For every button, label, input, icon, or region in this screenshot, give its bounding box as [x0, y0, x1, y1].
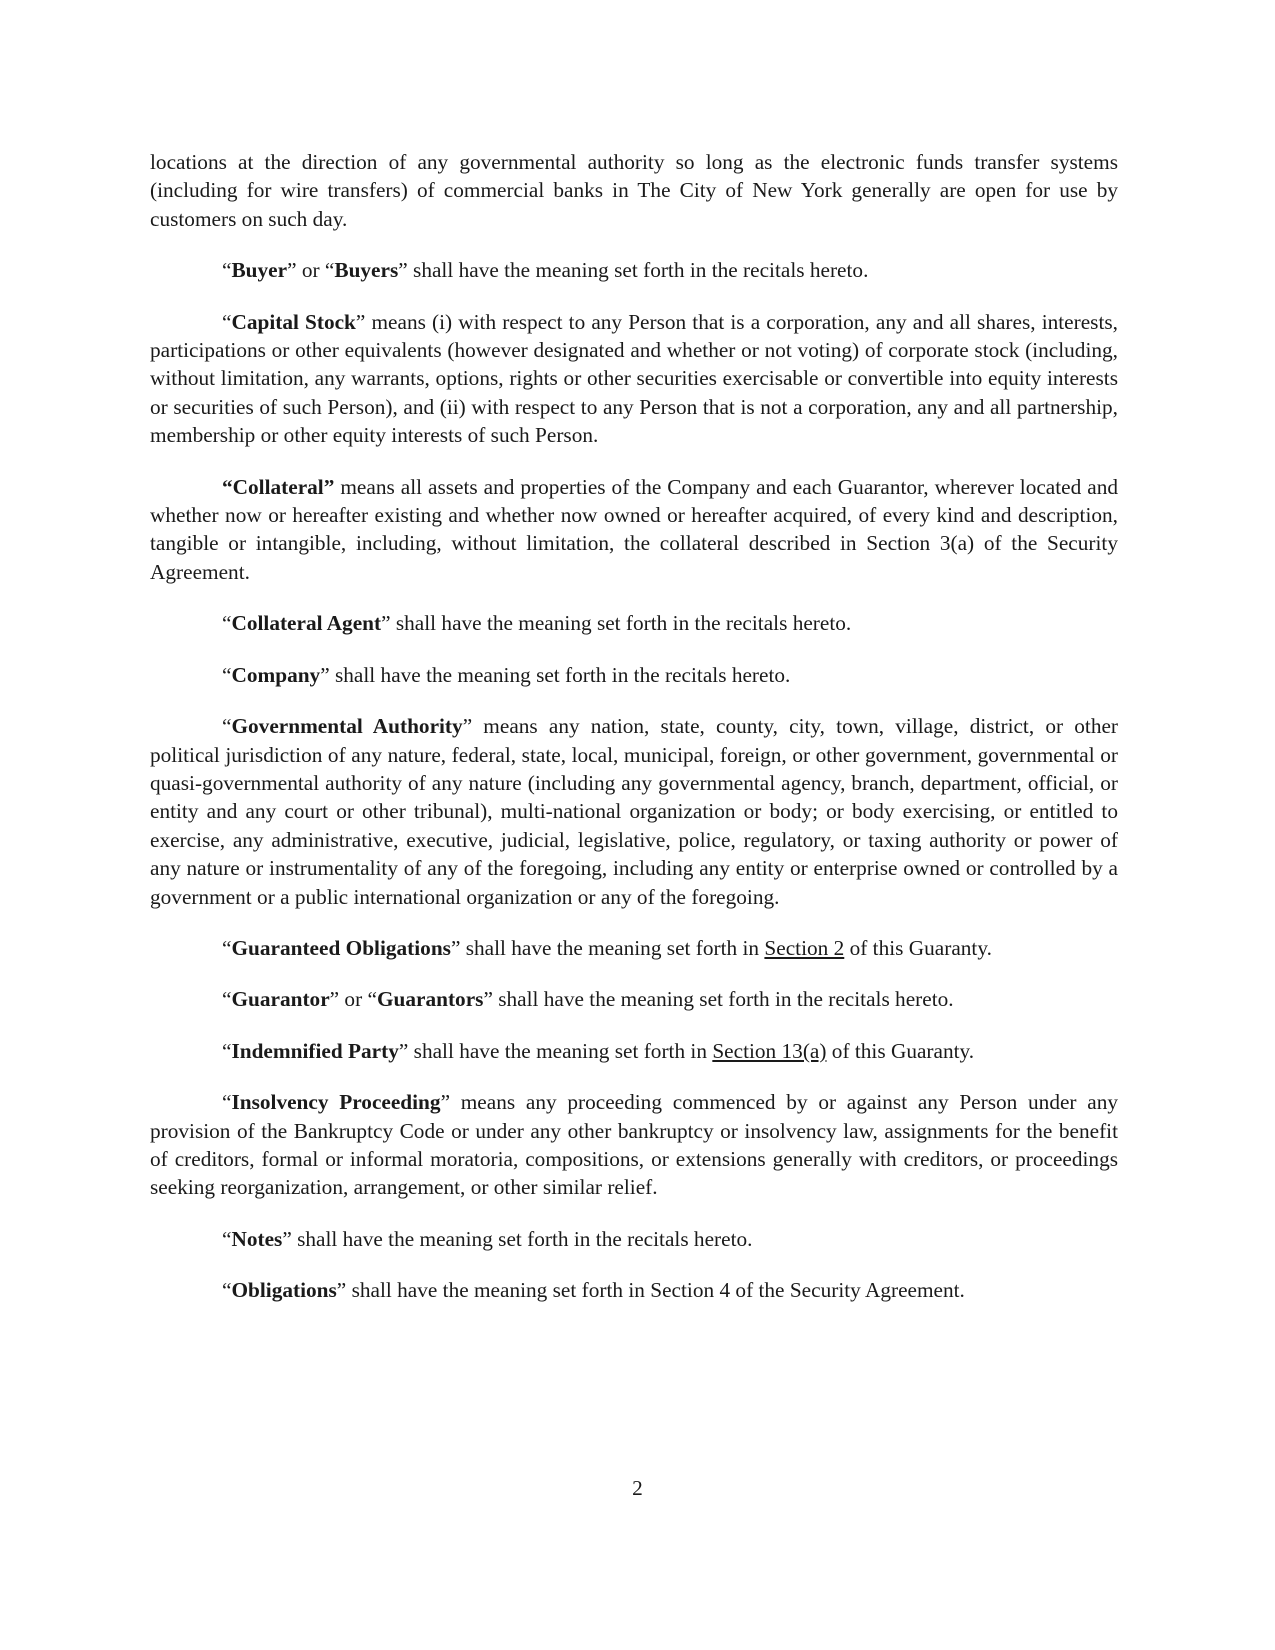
definition-capital-stock [150, 308, 1118, 450]
definition-text: ” shall have the meaning set forth in the recitals hereto. [483, 987, 954, 1012]
definition-obligations [150, 1276, 1118, 1304]
definition-text: means all assets and properties of the Company and each Guarantor, wherever located and whether now or hereafter existing and whether now owned or hereafter acquired, of every kind and description, tangible or intangible, including, without limitation, the collateral described in Section 3(a) of the Security Agreement. [150, 474, 1118, 584]
paragraph-business-day-continuation [150, 148, 1118, 233]
definition-text: ” shall have the meaning set forth in [398, 1038, 713, 1063]
quote-mark: “ [222, 987, 232, 1012]
defined-term: Capital Stock [231, 309, 356, 334]
defined-term: Guarantor [231, 987, 330, 1012]
defined-term: Insolvency Proceeding [231, 1090, 441, 1115]
defined-term: Governmental Authority [231, 714, 463, 739]
defined-term: Buyers [334, 258, 399, 283]
definition-text: ” shall have the meaning set forth in Section 4 of the Security Agreement. [336, 1278, 965, 1303]
definition-company [150, 661, 1118, 689]
quote-mark: “ [222, 662, 232, 687]
page-number: 2 [632, 1476, 643, 1500]
definition-text: of this Guaranty. [844, 935, 992, 960]
definition-text: ” means any nation, state, county, city, town, village, district, or other political jurisdiction of any nature, federal, state, local, municipal, foreign, or other government, governmental or quasi-governmental authority of any nature (including any governmental agency, branch, department, official, or entity and any court or other tribunal), multi-national organization or body; or body exercising, or entitled to exercise, any administrative, executive, judicial, legislative, police, regulatory, or taxing authority or power of any nature or instrumentality of any of the foregoing, including any entity or enterprise owned or controlled by a government or a public international organization or any of the foregoing. [150, 714, 1119, 909]
definition-text: ” shall have the meaning set forth in the recitals hereto. [320, 662, 791, 687]
definition-text: ” shall have the meaning set forth in [450, 935, 765, 960]
paragraph-text: locations at the direction of any governmental authority so long as the electronic funds transfer systems (including for wire transfers) of commercial banks in The City of New York generally are open for use by customers on such day. [150, 150, 1118, 231]
definition-text: ” means any proceeding commenced by or against any Person under any provision of the Bankruptcy Code or under any other bankruptcy or insolvency law, assignments for the benefit of creditors, formal or informal moratoria, compositions, or extensions generally with creditors, or proceedings seeking reorganization, arrangement, or other similar relief. [150, 1090, 1118, 1200]
definition-text: ” shall have the meaning set forth in the recitals hereto. [282, 1226, 753, 1251]
defined-term: Notes [231, 1226, 283, 1251]
definition-collateral [150, 473, 1118, 587]
defined-term: “Collateral” [222, 474, 335, 499]
quote-mark: “ [222, 935, 232, 960]
definition-text: ” means (i) with respect to any Person that is a corporation, any and all shares, interests, participations or other equivalents (however designated and whether or not voting) of corporate stock (including, without limitation, any warrants, options, rights or other securities exercisable or convertible into equity interests or securities of such Person), and (ii) with respect to any Person that is not a corporation, any and all partnership, membership or other equity interests of such Person. [150, 309, 1118, 448]
quote-mark: “ [222, 1226, 232, 1251]
definition-governmental-authority [150, 712, 1118, 911]
definition-guarantor [150, 985, 1118, 1013]
definition-text: ” shall have the meaning set forth in the recitals hereto. [398, 258, 869, 283]
definition-text: ” or “ [329, 987, 377, 1012]
defined-term: Guarantors [376, 987, 484, 1012]
definition-text: ” or “ [287, 258, 335, 283]
quote-mark: “ [222, 258, 232, 283]
defined-term: Company [231, 662, 321, 687]
quote-mark: “ [222, 1090, 232, 1115]
quote-mark: “ [222, 1278, 232, 1303]
document-page [150, 148, 1118, 1305]
definition-indemnified-party [150, 1037, 1118, 1065]
definition-insolvency-proceeding [150, 1088, 1118, 1202]
defined-term: Indemnified Party [231, 1038, 399, 1063]
defined-term: Buyer [231, 258, 288, 283]
definition-collateral-agent [150, 609, 1118, 637]
defined-term: Obligations [231, 1278, 337, 1303]
definition-notes [150, 1225, 1118, 1253]
section-reference: Section 2 [764, 935, 845, 960]
definition-text: of this Guaranty. [826, 1038, 975, 1063]
defined-term: Guaranteed Obligations [231, 935, 451, 960]
quote-mark: “ [222, 309, 232, 334]
section-reference: Section 13(a) [712, 1038, 827, 1063]
definition-buyer [150, 256, 1118, 284]
definition-text: ” shall have the meaning set forth in the recitals hereto. [381, 611, 852, 636]
quote-mark: “ [222, 714, 232, 739]
quote-mark: “ [222, 1038, 232, 1063]
quote-mark: “ [222, 611, 232, 636]
defined-term: Collateral Agent [231, 611, 382, 636]
definition-guaranteed-obligations [150, 934, 1118, 962]
